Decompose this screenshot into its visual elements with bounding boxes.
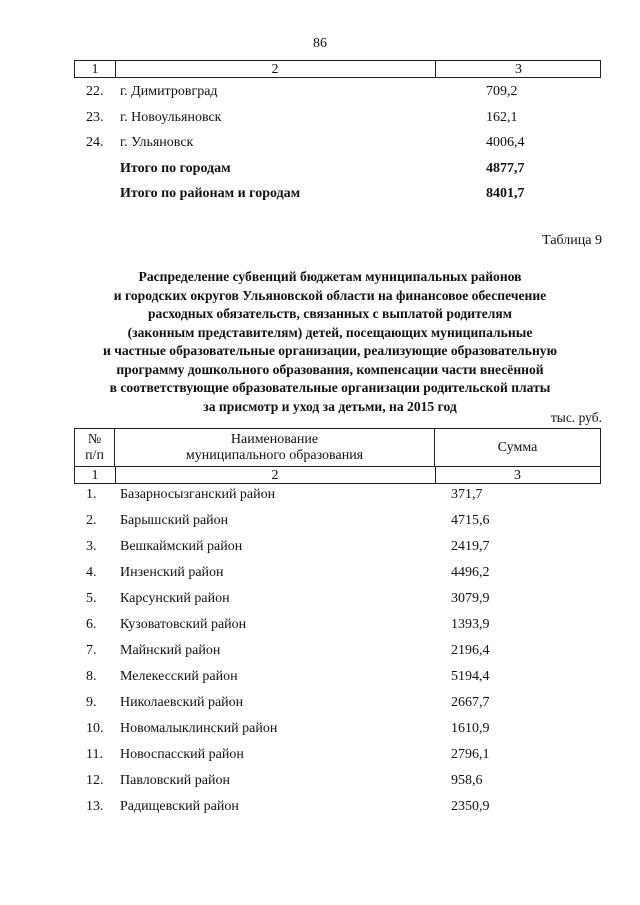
column-number-1: 1 (75, 61, 116, 77)
row-value: 4496,2 (451, 565, 490, 580)
title-line: и частные образовательные организации, реализующие образовательную (102, 343, 557, 358)
municipality-name: Карсунский район (120, 591, 230, 606)
table-row (74, 487, 601, 509)
table-row (74, 84, 601, 106)
subtotal-row (74, 161, 601, 183)
column-number-1: 1 (75, 467, 116, 484)
table-title (60, 268, 600, 416)
units-label: тыс. руб. (550, 410, 602, 425)
page-number: 86 (313, 36, 327, 51)
subtotal-value: 4877,7 (486, 161, 525, 176)
title-line: Распределение субвенций бюджетам муниципальных районов (138, 269, 522, 284)
row-number: 3. (86, 539, 97, 554)
row-number: 8. (86, 669, 97, 684)
municipality-name: г. Новоульяновск (120, 110, 222, 125)
municipality-name: Кузоватовский район (120, 617, 247, 632)
row-number: 6. (86, 617, 97, 632)
header-number-column (75, 429, 115, 466)
municipality-name: Базарносызганский район (120, 487, 276, 502)
title-line: расходных обязательств, связанных с выплатой родителям (147, 306, 513, 321)
table-row (74, 591, 601, 613)
header-text: Наименование (230, 432, 319, 447)
table-row (74, 721, 601, 743)
municipality-name: Барышский район (120, 513, 229, 528)
title-line: (законным представителям) детей, посещающих муниципальные (127, 324, 533, 340)
row-value: 1393,9 (451, 617, 490, 632)
header-sum-column: Сумма (497, 440, 538, 455)
row-number: 9. (86, 695, 97, 710)
table-row (74, 669, 601, 691)
row-value: 4715,6 (451, 513, 490, 528)
row-value: 2196,4 (451, 643, 490, 658)
row-value: 709,2 (486, 84, 518, 99)
municipality-name: Мелекесский район (120, 669, 238, 684)
table-row (74, 643, 601, 665)
table-row (74, 110, 601, 132)
header-text: муниципального образования (185, 448, 364, 463)
column-number-2: 2 (115, 467, 436, 484)
row-value: 4006,4 (486, 135, 525, 150)
total-value: 8401,7 (486, 186, 525, 201)
row-value: 2667,7 (451, 695, 490, 710)
column-number-2: 2 (115, 61, 436, 77)
title-line: за присмотр и уход за детьми, на 2015 год (203, 398, 457, 414)
municipality-name: Майнский район (120, 643, 221, 658)
municipality-name: Новомалыклинский район (120, 721, 278, 736)
row-number: 10. (86, 721, 104, 736)
municipality-name: Новоспасский район (120, 747, 244, 762)
title-line: и городских округов Ульяновской области на финансовое обеспечение (113, 287, 547, 303)
table-row (74, 617, 601, 639)
municipality-name: Вешкаймский район (120, 539, 243, 554)
row-number: 23. (86, 110, 104, 125)
table-row (74, 135, 601, 157)
row-number: 5. (86, 591, 97, 606)
table-row (74, 695, 601, 717)
row-number: 22. (86, 84, 104, 99)
row-number: 1. (86, 487, 97, 502)
row-number: 11. (86, 747, 103, 762)
table-row (74, 773, 601, 795)
row-number: 2. (86, 513, 97, 528)
municipality-name: Павловский район (120, 773, 230, 788)
row-value: 371,7 (451, 487, 483, 502)
table-row (74, 565, 601, 587)
table-row (74, 513, 601, 535)
row-number: 12. (86, 773, 104, 788)
municipality-name: г. Ульяновск (120, 135, 194, 150)
row-value: 162,1 (486, 110, 518, 125)
total-label: Итого по районам и городам (120, 186, 301, 201)
row-number: 7. (86, 643, 97, 658)
municipality-name: Инзенский район (120, 565, 224, 580)
table-row (74, 539, 601, 561)
municipality-name: Радищевский район (120, 799, 239, 814)
title-line: программу дошкольного образования, компенсации части внесённой (116, 361, 544, 377)
header-name-column (115, 429, 435, 466)
row-value: 3079,9 (451, 591, 490, 606)
row-value: 2796,1 (451, 747, 490, 762)
title-line: в соответствующие образовательные организации родительской платы (109, 380, 551, 395)
row-value: 1610,9 (451, 721, 490, 736)
table-row (74, 747, 601, 769)
header-text: п/п (85, 448, 104, 463)
total-row (74, 186, 601, 208)
continued-table-header (74, 60, 601, 78)
table-row (74, 799, 601, 821)
subtotal-label: Итого по городам (120, 161, 231, 176)
row-value: 2419,7 (451, 539, 490, 554)
header-text: № (87, 432, 102, 447)
table-caption: Таблица 9 (542, 233, 602, 248)
row-value: 958,6 (451, 773, 483, 788)
column-number-3: 3 (514, 468, 521, 483)
municipality-name: г. Димитровград (120, 84, 218, 99)
column-number-3: 3 (515, 62, 522, 77)
main-table-header (74, 428, 601, 484)
row-value: 2350,9 (451, 799, 490, 814)
municipality-name: Николаевский район (120, 695, 244, 710)
row-value: 5194,4 (451, 669, 490, 684)
row-number: 13. (86, 799, 104, 814)
row-number: 4. (86, 565, 97, 580)
row-number: 24. (86, 135, 104, 150)
